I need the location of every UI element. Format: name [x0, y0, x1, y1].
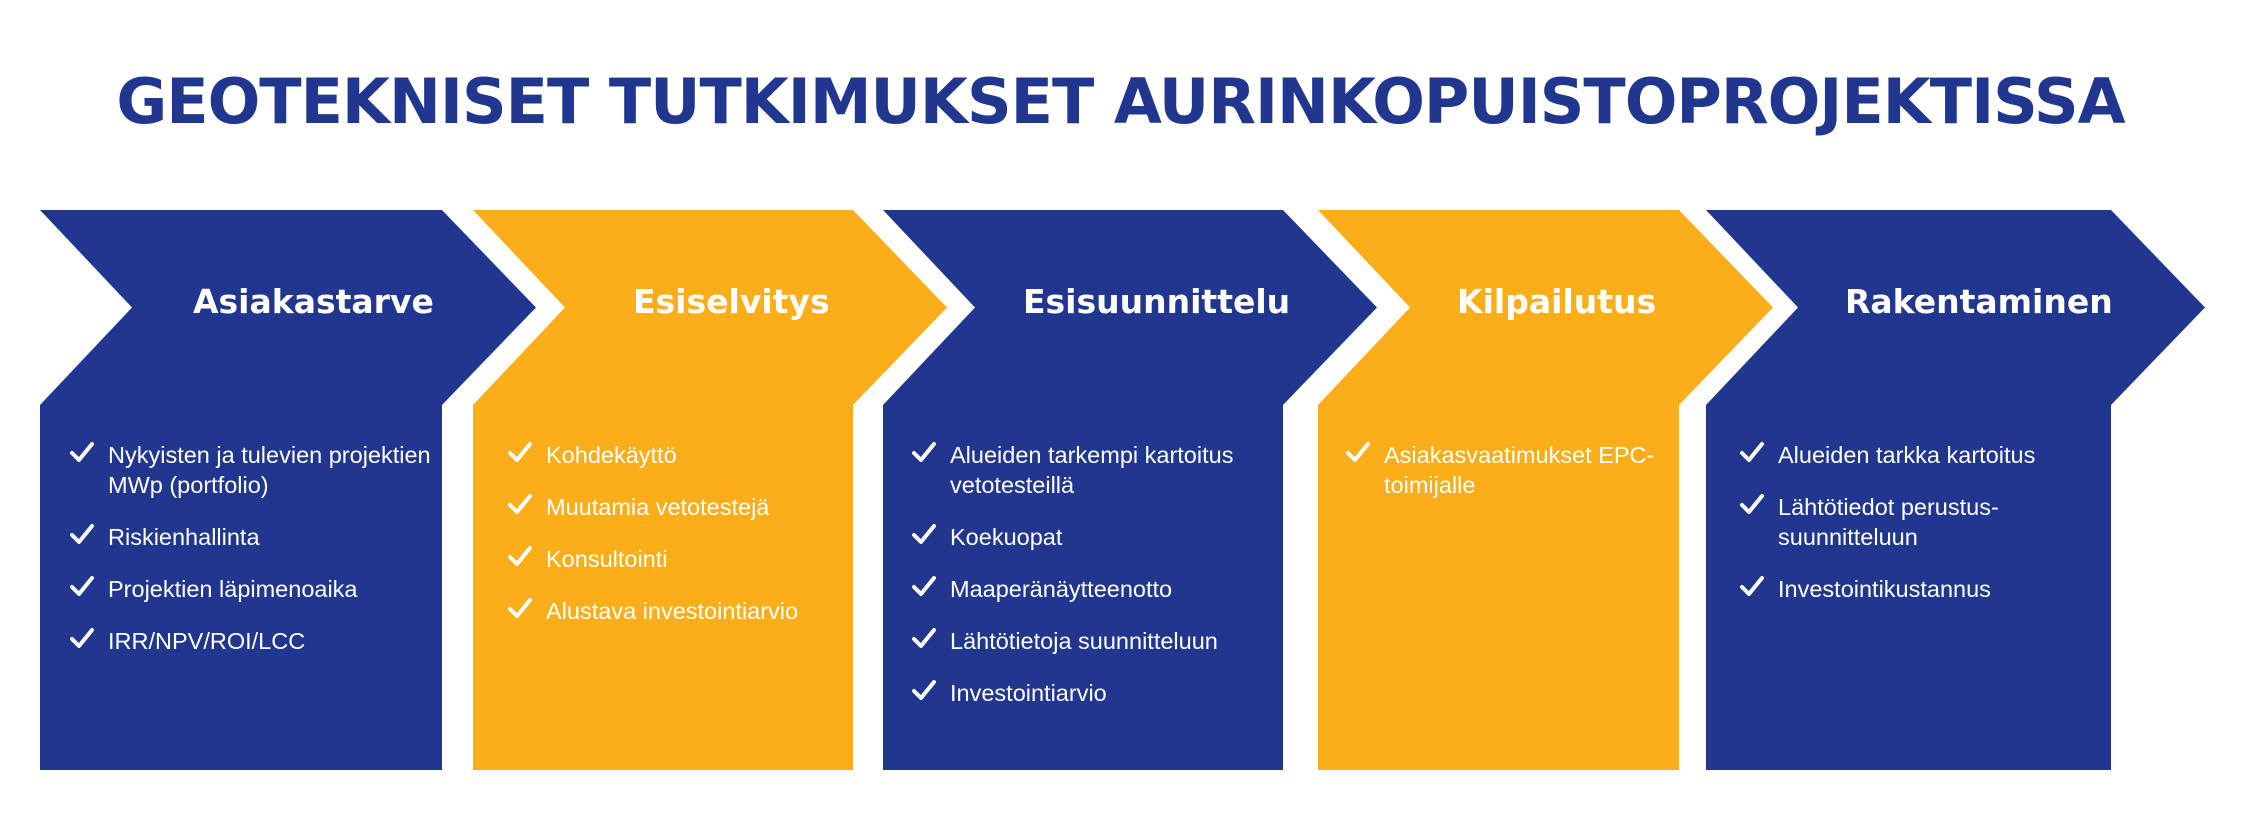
stage-item-text: Riskienhallinta [108, 524, 260, 550]
stage-title: Esiselvitys [633, 282, 830, 321]
checkmark-icon [1740, 440, 1764, 464]
stage-item-text: IRR/NPV/ROI/LCC [108, 628, 306, 654]
stage-item-text: Investointikustannus [1778, 576, 1991, 602]
stage-item-text: Alueiden tarkka kartoitus [1778, 442, 2036, 468]
stage-item-text: Nykyisten ja tulevien projektien MWp (portfolio) [108, 442, 431, 498]
stage-item-text: Investointiarvio [950, 680, 1107, 706]
stage-item-text: Muutamia vetotestejä [546, 494, 770, 520]
stage-title: Asiakastarve [193, 282, 434, 321]
stage-item-text: Alustava investointiarvio [546, 598, 799, 624]
checkmark-icon [1740, 492, 1764, 516]
stage-item [1740, 492, 2110, 552]
stage-item-text: Projektien läpimenoaika [108, 576, 358, 602]
stage-item-text: Lähtötietoja suunnitteluun [950, 628, 1218, 654]
stage-item-list [1740, 440, 2110, 626]
stage-item [1740, 440, 2110, 470]
stage-item-text: Maaperänäytteenotto [950, 576, 1173, 602]
stage-item-text: Asiakasvaatimukset EPC-toimijalle [1384, 442, 1655, 498]
stage-title: Esisuunnittelu [1023, 282, 1291, 321]
stage-item [1740, 574, 2110, 604]
stage-item-text: Lähtötiedot perustus-suunnitteluun [1778, 494, 1999, 550]
stage-item-text: Alueiden tarkempi kartoitus vetotesteillä [950, 442, 1234, 498]
stage-item-text: Konsultointi [546, 546, 668, 572]
stage-item-text: Kohdekäyttö [546, 442, 677, 468]
page-title: GEOTEKNISET TUTKIMUKSET AURINKOPUISTOPROJEKTISSA [116, 65, 2125, 138]
checkmark-icon [1740, 574, 1764, 598]
stage-item-text: Koekuopat [950, 524, 1063, 550]
stage-title: Rakentaminen [1845, 282, 2113, 321]
stage-title: Kilpailutus [1457, 282, 1657, 321]
